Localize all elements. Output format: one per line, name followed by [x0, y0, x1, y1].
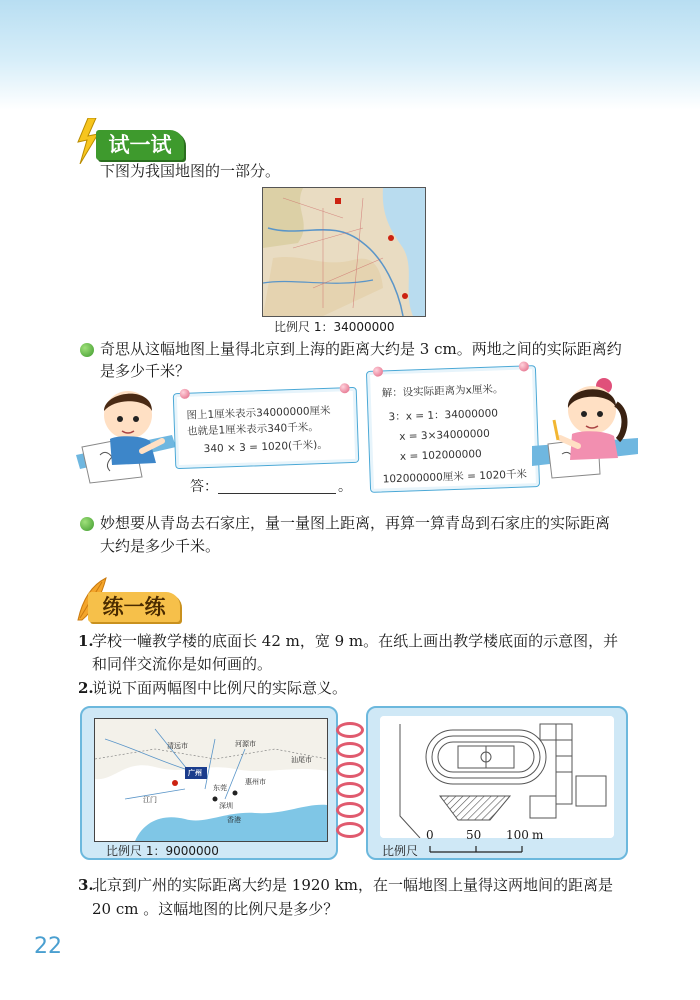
answer-end: 。: [338, 479, 352, 495]
exercise-3-line1: 北京到广州的实际距离大约是 1920 km，在一幅地图上量得这两地间的距离是: [92, 876, 614, 894]
pin-icon: [519, 361, 529, 371]
map-label-shanwei: 汕尾市: [291, 756, 312, 764]
note-right-line5: 102000000厘米 = 1020千米: [382, 468, 528, 486]
map-label-jiangmen: 江门: [143, 796, 157, 804]
exercise-1-number: 1.: [78, 632, 94, 650]
exercise-2-text: 说说下面两幅图中比例尺的实际意义。: [92, 679, 348, 697]
scale-tick-50: 50: [466, 828, 482, 842]
guangdong-map-image: [94, 718, 328, 842]
solution-note-right: [366, 365, 540, 493]
map-scale-caption: 比例尺 1：34000000: [274, 320, 395, 334]
scale-tick-0: 0: [426, 828, 434, 842]
scale-unit: m: [532, 828, 544, 842]
boy-writing-illustration: [72, 385, 176, 485]
school-map-panel: [366, 706, 628, 860]
note-right-line3: x = 3×34000000: [399, 427, 491, 443]
section-title-practice: 练一练: [88, 592, 180, 622]
note-right-line4: x = 102000000: [399, 448, 482, 463]
question-2-line1: 妙想要从青岛去石家庄，量一量图上距离，再算一算青岛到石家庄的实际距离: [100, 514, 611, 532]
map-label-huizhou: 惠州市: [245, 778, 266, 786]
question-1-line2: 是多少千米？: [100, 362, 191, 380]
china-map-image: [262, 187, 426, 317]
map-right-scale-label: 比例尺: [382, 844, 419, 858]
map-label-dongguan: 东莞: [213, 784, 227, 792]
note-right-line1: 解：设实际距离为x厘米。: [381, 383, 504, 400]
exercise-3-number: 3.: [78, 876, 94, 894]
note-left-line2: 也就是1厘米表示340千米。: [186, 421, 319, 438]
question-1-line1: 奇思从这幅地图上量得北京到上海的距离大约是 3 cm。两地之间的实际距离约: [100, 340, 622, 358]
answer-blank: [218, 493, 336, 494]
guangdong-map-panel: [80, 706, 338, 860]
map-label-hongkong: 香港: [227, 816, 241, 824]
section-title-try: 试一试: [96, 130, 184, 160]
exercise-1-line1: 学校一幢教学楼的底面长 42 m，宽 9 m。在纸上画出教学楼底面的示意图，并: [92, 632, 619, 650]
solution-note-left: [173, 387, 360, 469]
note-left-line3: 340 × 3 = 1020(千米)。: [203, 438, 328, 456]
pin-icon: [339, 383, 349, 393]
binder-ring: [336, 782, 364, 798]
binder-ring: [336, 722, 364, 738]
girl-writing-illustration: [532, 376, 638, 486]
exercise-1-line2: 和同伴交流你是如何画的。: [92, 655, 273, 673]
bullet-icon: [80, 343, 94, 357]
binder-ring: [336, 762, 364, 778]
binder-ring: [336, 822, 364, 838]
map-label-qingyuan: 清远市: [167, 742, 188, 750]
note-right-line2: 3：x = 1：34000000: [388, 407, 499, 424]
intro-text: 下图为我国地图的一部分。: [100, 162, 281, 180]
bullet-icon: [80, 517, 94, 531]
page-number: 22: [34, 934, 62, 959]
note-left-line1: 图上1厘米表示34000000厘米: [186, 404, 331, 422]
map-left-scale: 比例尺 1：9000000: [106, 844, 219, 858]
map-label-guangzhou: 广州: [188, 769, 202, 777]
map-label-shenzhen: 深圳: [219, 802, 233, 810]
map-right-scale-bar: [426, 844, 526, 856]
exercise-3-line2: 20 cm 。这幅地图的比例尺是多少？: [92, 900, 339, 918]
header-band: [0, 0, 700, 110]
exercise-2-number: 2.: [78, 679, 94, 697]
map-label-heyuan: 河源市: [235, 740, 256, 748]
pin-icon: [373, 366, 383, 376]
binder-ring: [336, 802, 364, 818]
answer-label: 答：: [190, 479, 218, 495]
school-map-image: [380, 716, 614, 838]
question-2-line2: 大约是多少千米。: [100, 537, 221, 555]
scale-tick-100: 100: [506, 828, 529, 842]
binder-ring: [336, 742, 364, 758]
pin-icon: [180, 389, 190, 399]
